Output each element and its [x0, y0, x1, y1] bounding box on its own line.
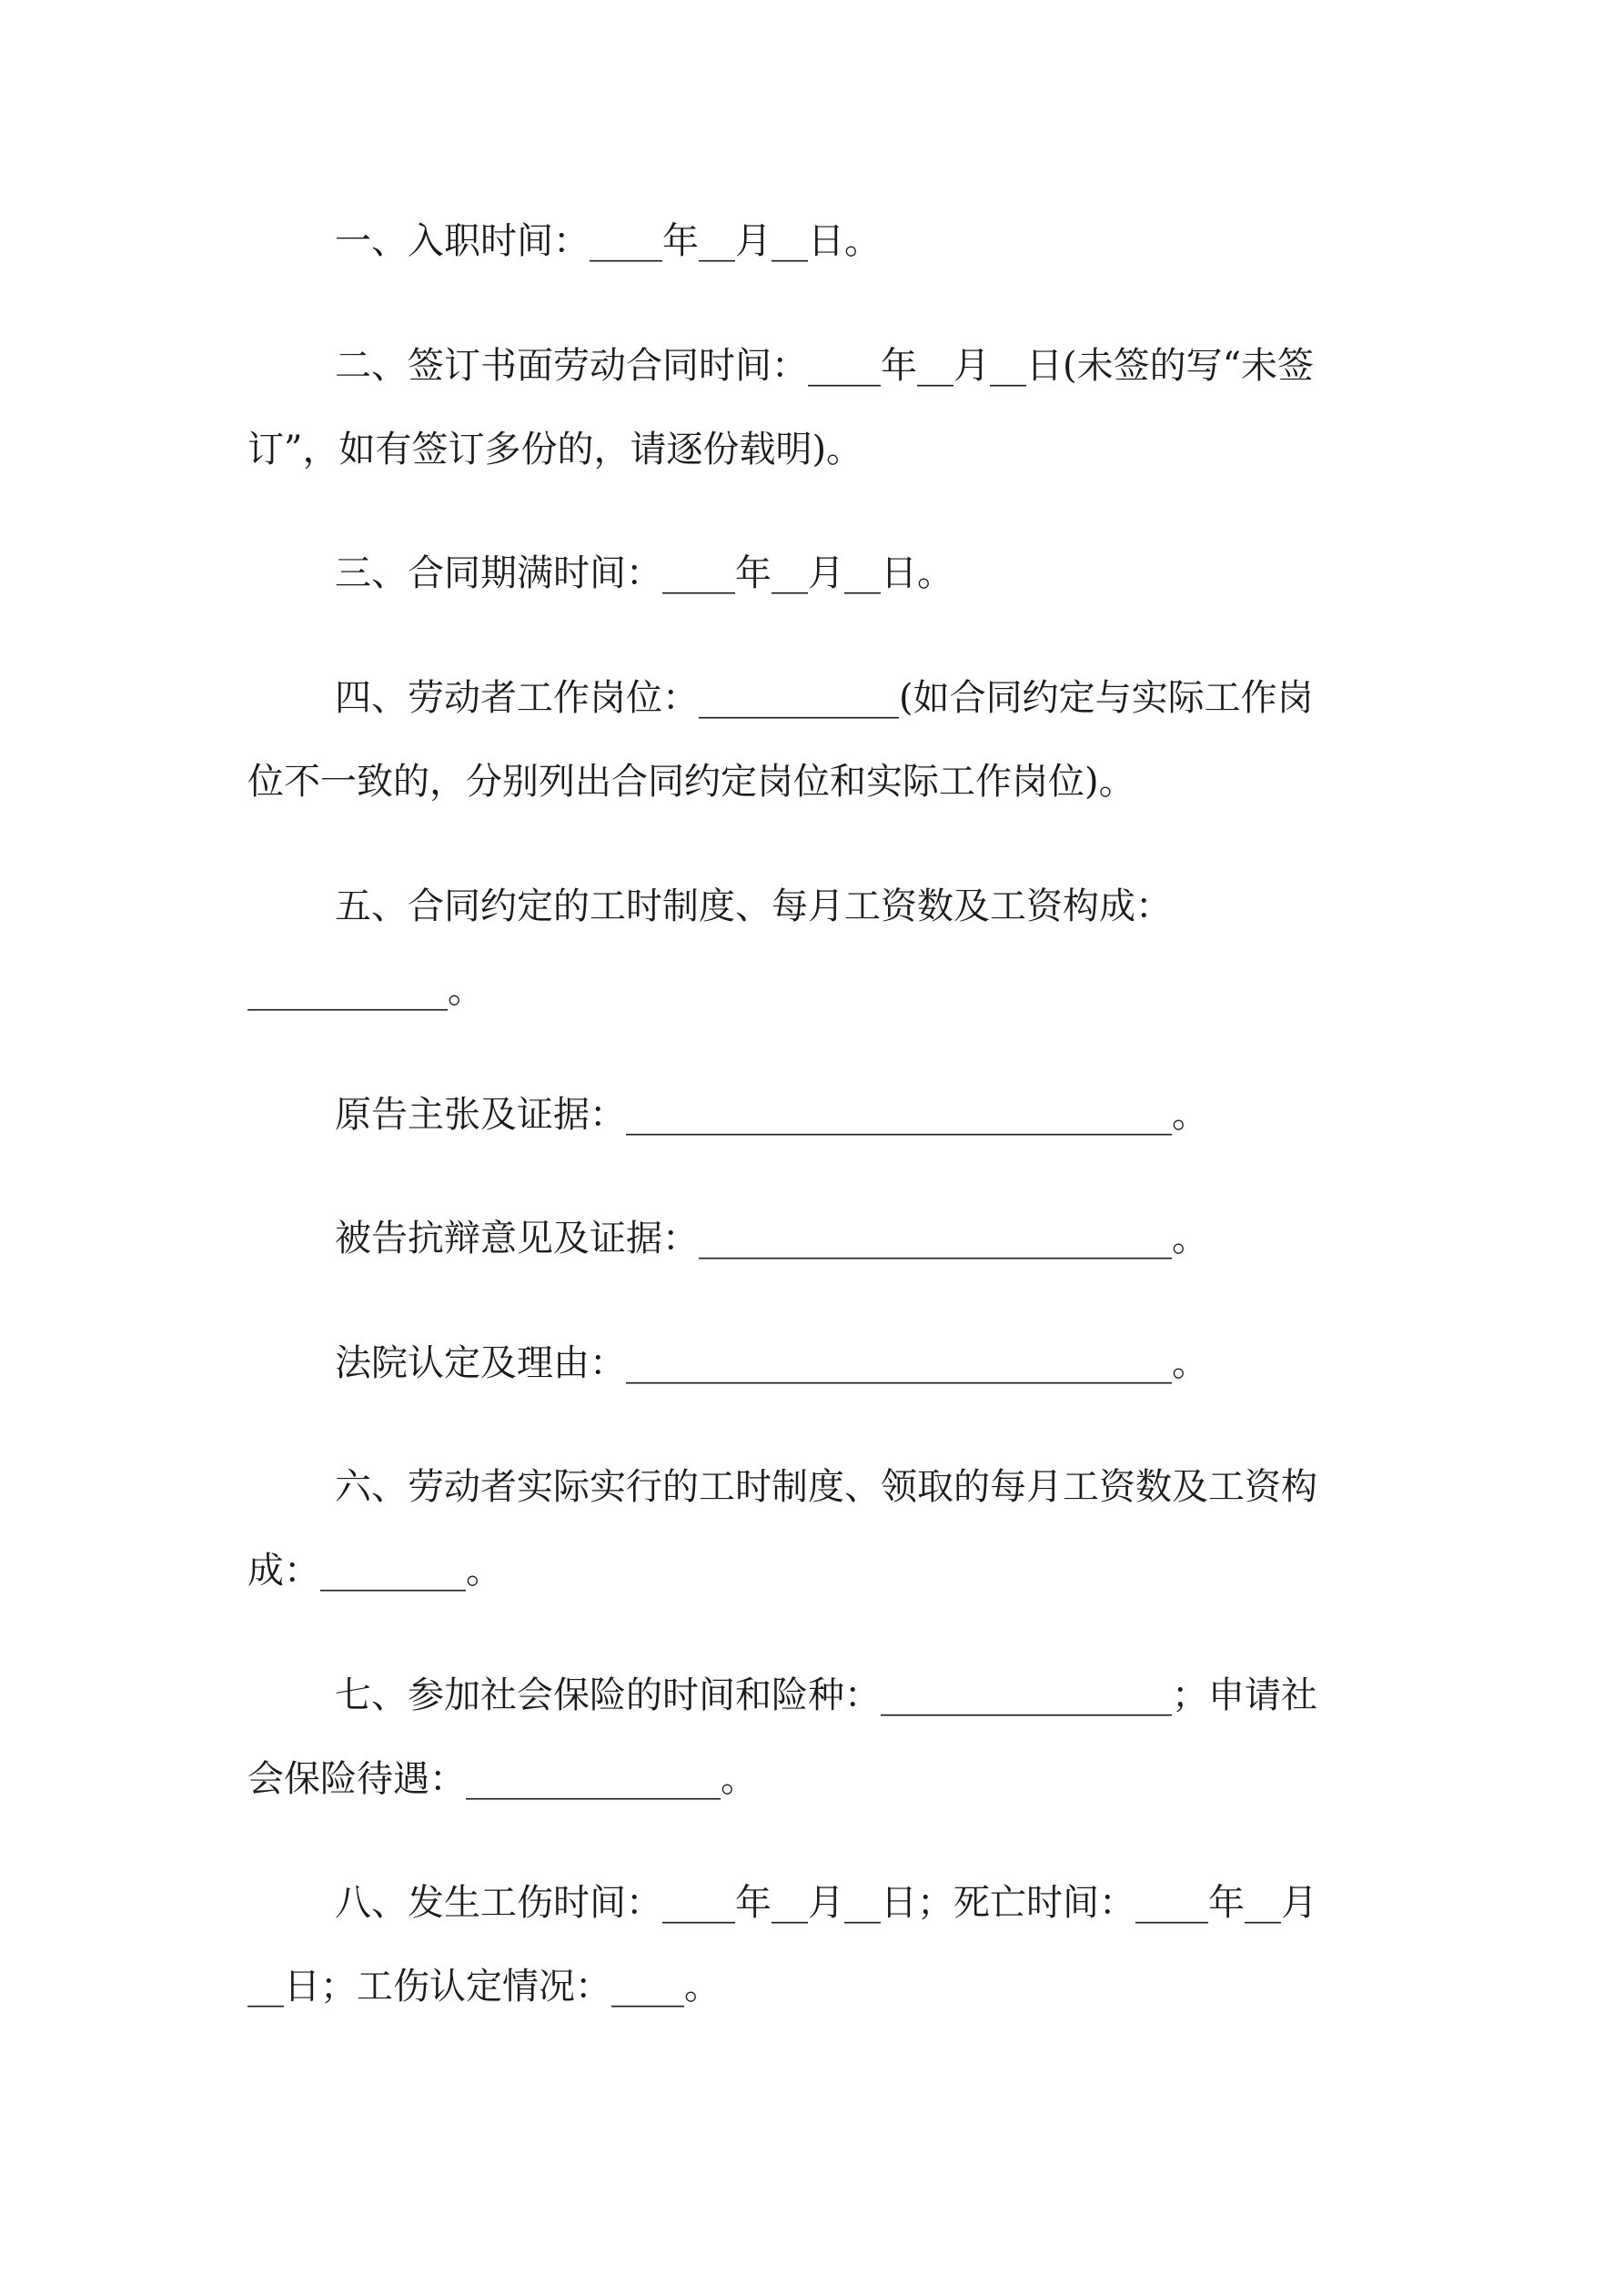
item-5-working-hours-wage: 五、合同约定的工时制度、每月工资数及工资构成：: [335, 885, 1172, 927]
item-1-hire-date: 一、入职时间：____年__月__日。: [335, 220, 881, 262]
item-4-job-position: 四、劳动者工作岗位：___________(如合同约定与实际工作岗: [335, 677, 1314, 719]
item-7-social-insurance: 七、参加社会保险的时间和险种：________________；申请社: [335, 1674, 1317, 1716]
item-7-social-insurance-cont: 会保险待遇：______________。: [247, 1758, 757, 1800]
item-8-work-injury-cont: __日；工伤认定情况：____。: [247, 1966, 721, 2008]
court-finding: 法院认定及理由：______________________________。: [335, 1342, 1208, 1384]
plaintiff-claims: 原告主张及证据：______________________________。: [335, 1094, 1208, 1136]
item-5-working-hours-wage-cont: ___________。: [247, 969, 484, 1011]
item-4-job-position-cont: 位不一致的，分别列出合同约定岗位和实际工作岗位)。: [247, 761, 1135, 803]
item-6-actual-hours-wage-cont: 成：________。: [247, 1550, 502, 1592]
item-2-contract-date: 二、签订书面劳动合同时间：____年__月__日(未签的写“未签: [335, 345, 1315, 387]
item-8-work-injury: 八、发生工伤时间：____年__月__日；死亡时间：____年__月: [335, 1882, 1317, 1924]
item-3-contract-expiry: 三、合同期满时间：____年__月__日。: [335, 552, 953, 594]
item-6-actual-hours-wage: 六、劳动者实际实行的工时制度、领取的每月工资数及工资构: [335, 1466, 1317, 1508]
defendant-defense: 被告抗辩意见及证据：__________________________。: [335, 1218, 1208, 1259]
item-2-contract-date-cont: 订”，如有签订多份的，请逐份载明)。: [247, 429, 863, 470]
